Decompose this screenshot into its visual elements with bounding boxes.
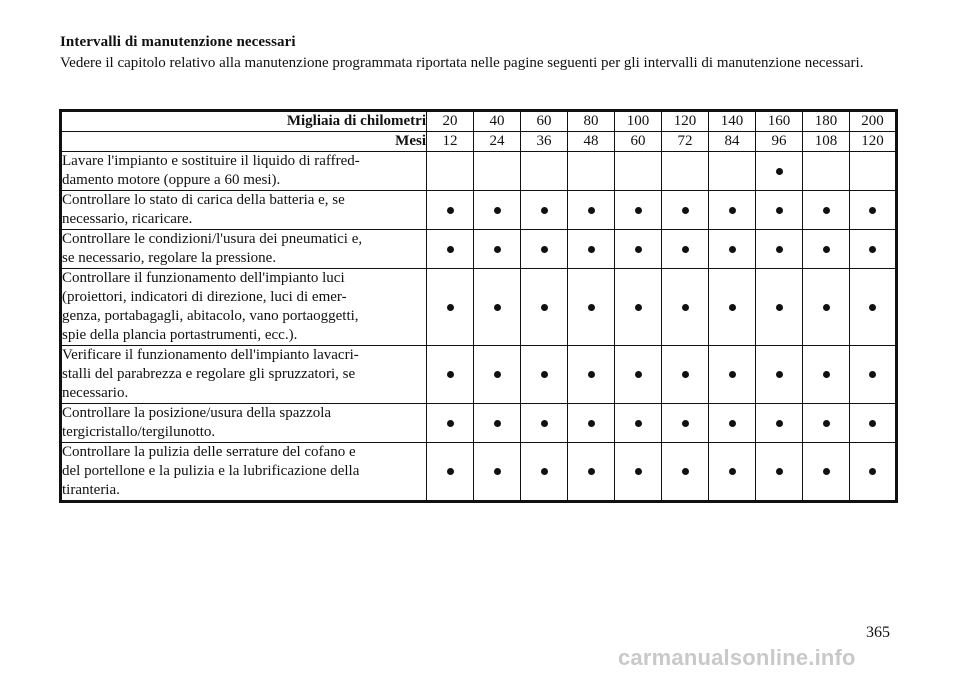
interval-cell bbox=[615, 191, 662, 230]
bullet-dot-icon bbox=[494, 371, 501, 378]
bullet-dot-icon bbox=[494, 246, 501, 253]
bullet-dot-icon bbox=[635, 246, 642, 253]
bullet-dot-icon bbox=[823, 304, 830, 311]
interval-cell bbox=[427, 443, 474, 502]
task-description-line: necessario. bbox=[62, 385, 129, 401]
interval-cell bbox=[709, 443, 756, 502]
bullet-dot-icon bbox=[729, 207, 736, 214]
interval-cell bbox=[803, 152, 850, 191]
bullet-dot-icon bbox=[682, 304, 689, 311]
bullet-dot-icon bbox=[776, 246, 783, 253]
bullet-dot-icon bbox=[682, 468, 689, 475]
months-header-label: Mesi bbox=[61, 132, 427, 152]
bullet-dot-icon bbox=[635, 420, 642, 427]
interval-cell bbox=[474, 404, 521, 443]
interval-cell bbox=[662, 152, 709, 191]
interval-cell bbox=[756, 404, 803, 443]
bullet-dot-icon bbox=[635, 207, 642, 214]
bullet-dot-icon bbox=[447, 246, 454, 253]
km-value-cell: 140 bbox=[709, 111, 756, 132]
interval-cell bbox=[427, 346, 474, 404]
bullet-dot-icon bbox=[823, 371, 830, 378]
interval-cell bbox=[521, 404, 568, 443]
km-value-cell: 100 bbox=[615, 111, 662, 132]
bullet-dot-icon bbox=[776, 304, 783, 311]
interval-cell bbox=[756, 152, 803, 191]
task-description-line: Controllare lo stato di carica della batteria e, se bbox=[62, 192, 345, 208]
interval-cell bbox=[662, 269, 709, 346]
bullet-dot-icon bbox=[776, 420, 783, 427]
bullet-dot-icon bbox=[729, 304, 736, 311]
interval-cell bbox=[615, 269, 662, 346]
task-description bbox=[61, 346, 427, 404]
interval-cell bbox=[568, 191, 615, 230]
bullet-dot-icon bbox=[682, 207, 689, 214]
table-row bbox=[61, 269, 897, 346]
bullet-dot-icon bbox=[729, 246, 736, 253]
section-heading: Intervalli di manutenzione necessari bbox=[60, 34, 296, 50]
km-header-label: Migliaia di chilometri bbox=[61, 111, 427, 132]
interval-cell bbox=[756, 230, 803, 269]
interval-cell bbox=[803, 269, 850, 346]
bullet-dot-icon bbox=[588, 371, 595, 378]
watermark-text: carmanualsonline.info bbox=[618, 645, 856, 670]
bullet-dot-icon bbox=[729, 468, 736, 475]
interval-cell bbox=[662, 346, 709, 404]
interval-cell bbox=[427, 404, 474, 443]
task-description bbox=[61, 230, 427, 269]
interval-cell bbox=[709, 191, 756, 230]
table-row bbox=[61, 191, 897, 230]
bullet-dot-icon bbox=[588, 304, 595, 311]
bullet-dot-icon bbox=[635, 371, 642, 378]
interval-cell bbox=[521, 346, 568, 404]
bullet-dot-icon bbox=[447, 468, 454, 475]
interval-cell bbox=[521, 191, 568, 230]
km-value-cell: 20 bbox=[427, 111, 474, 132]
bullet-dot-icon bbox=[447, 304, 454, 311]
interval-cell bbox=[568, 152, 615, 191]
interval-cell bbox=[850, 191, 897, 230]
interval-cell bbox=[709, 404, 756, 443]
bullet-dot-icon bbox=[869, 468, 876, 475]
task-description-line: stalli del parabrezza e regolare gli spruzzatori, se bbox=[62, 366, 356, 382]
task-description-line: spie della plancia portastrumenti, ecc.). bbox=[62, 327, 298, 343]
task-description-line: tiranteria. bbox=[62, 482, 120, 498]
bullet-dot-icon bbox=[447, 207, 454, 214]
km-header-row bbox=[61, 111, 897, 132]
table-row bbox=[61, 346, 897, 404]
task-description-line: (proiettori, indicatori di direzione, luci di emer- bbox=[62, 289, 347, 305]
month-value-cell: 48 bbox=[568, 132, 615, 152]
bullet-dot-icon bbox=[776, 207, 783, 214]
interval-cell bbox=[803, 443, 850, 502]
bullet-dot-icon bbox=[682, 371, 689, 378]
bullet-dot-icon bbox=[635, 304, 642, 311]
interval-cell bbox=[615, 152, 662, 191]
interval-cell bbox=[427, 230, 474, 269]
interval-cell bbox=[615, 230, 662, 269]
month-value-cell: 120 bbox=[850, 132, 897, 152]
task-description-line: Controllare il funzionamento dell'impianto luci bbox=[62, 270, 345, 286]
interval-cell bbox=[756, 269, 803, 346]
interval-cell bbox=[662, 443, 709, 502]
month-value-cell: 36 bbox=[521, 132, 568, 152]
bullet-dot-icon bbox=[776, 371, 783, 378]
bullet-dot-icon bbox=[823, 420, 830, 427]
interval-cell bbox=[662, 230, 709, 269]
task-description bbox=[61, 152, 427, 191]
month-value-cell: 60 bbox=[615, 132, 662, 152]
task-description-line: se necessario, regolare la pressione. bbox=[62, 250, 277, 266]
bullet-dot-icon bbox=[869, 207, 876, 214]
km-value-cell: 160 bbox=[756, 111, 803, 132]
task-description-line: Verificare il funzionamento dell'impianto lavacri- bbox=[62, 347, 359, 363]
interval-cell bbox=[756, 191, 803, 230]
bullet-dot-icon bbox=[541, 420, 548, 427]
bullet-dot-icon bbox=[494, 468, 501, 475]
km-value-cell: 80 bbox=[568, 111, 615, 132]
interval-cell bbox=[803, 404, 850, 443]
table-row bbox=[61, 152, 897, 191]
table-row bbox=[61, 230, 897, 269]
bullet-dot-icon bbox=[682, 420, 689, 427]
bullet-dot-icon bbox=[823, 246, 830, 253]
interval-cell bbox=[662, 404, 709, 443]
interval-cell bbox=[521, 443, 568, 502]
interval-cell bbox=[709, 152, 756, 191]
interval-cell bbox=[568, 443, 615, 502]
task-description bbox=[61, 269, 427, 346]
interval-cell bbox=[568, 230, 615, 269]
interval-cell bbox=[474, 230, 521, 269]
table-row bbox=[61, 404, 897, 443]
task-description-line: Controllare la posizione/usura della spazzola bbox=[62, 405, 332, 421]
bullet-dot-icon bbox=[729, 371, 736, 378]
task-description-line: genza, portabagagli, abitacolo, vano portaoggetti, bbox=[62, 308, 359, 324]
interval-cell bbox=[474, 346, 521, 404]
km-value-cell: 40 bbox=[474, 111, 521, 132]
interval-cell bbox=[709, 346, 756, 404]
intro-paragraph: Vedere il capitolo relativo alla manutenzione programmata riportata nelle pagine seguenti per gli intervalli di manutenzione necessari. bbox=[60, 55, 864, 71]
task-description-line: Controllare le condizioni/l'usura dei pneumatici e, bbox=[62, 231, 363, 247]
month-value-cell: 72 bbox=[662, 132, 709, 152]
km-value-cell: 60 bbox=[521, 111, 568, 132]
bullet-dot-icon bbox=[869, 304, 876, 311]
bullet-dot-icon bbox=[776, 468, 783, 475]
task-description-line: necessario, ricaricare. bbox=[62, 211, 193, 227]
interval-cell bbox=[615, 346, 662, 404]
bullet-dot-icon bbox=[776, 168, 783, 175]
task-description bbox=[61, 443, 427, 502]
interval-cell bbox=[756, 443, 803, 502]
bullet-dot-icon bbox=[588, 468, 595, 475]
task-description bbox=[61, 191, 427, 230]
task-description-line: Controllare la pulizia delle serrature del cofano e bbox=[62, 444, 356, 460]
bullet-dot-icon bbox=[869, 246, 876, 253]
bullet-dot-icon bbox=[869, 420, 876, 427]
interval-cell bbox=[568, 404, 615, 443]
month-value-cell: 84 bbox=[709, 132, 756, 152]
interval-cell bbox=[568, 346, 615, 404]
bullet-dot-icon bbox=[682, 246, 689, 253]
interval-cell bbox=[568, 269, 615, 346]
interval-cell bbox=[850, 346, 897, 404]
bullet-dot-icon bbox=[588, 207, 595, 214]
interval-cell bbox=[474, 269, 521, 346]
interval-cell bbox=[474, 152, 521, 191]
table-row bbox=[61, 443, 897, 502]
interval-cell bbox=[427, 269, 474, 346]
interval-cell bbox=[850, 443, 897, 502]
bullet-dot-icon bbox=[588, 246, 595, 253]
task-description-line: Lavare l'impianto e sostituire il liquido di raffred- bbox=[62, 153, 360, 169]
bullet-dot-icon bbox=[635, 468, 642, 475]
bullet-dot-icon bbox=[541, 246, 548, 253]
interval-cell bbox=[474, 191, 521, 230]
interval-cell bbox=[521, 269, 568, 346]
task-description-line: tergicristallo/tergilunotto. bbox=[62, 424, 216, 440]
bullet-dot-icon bbox=[447, 420, 454, 427]
interval-cell bbox=[803, 230, 850, 269]
interval-cell bbox=[662, 191, 709, 230]
bullet-dot-icon bbox=[541, 304, 548, 311]
interval-cell bbox=[756, 346, 803, 404]
bullet-dot-icon bbox=[823, 207, 830, 214]
bullet-dot-icon bbox=[588, 420, 595, 427]
bullet-dot-icon bbox=[494, 207, 501, 214]
bullet-dot-icon bbox=[541, 468, 548, 475]
km-value-cell: 180 bbox=[803, 111, 850, 132]
bullet-dot-icon bbox=[541, 371, 548, 378]
interval-cell bbox=[427, 152, 474, 191]
interval-cell bbox=[803, 191, 850, 230]
interval-cell bbox=[850, 230, 897, 269]
month-value-cell: 12 bbox=[427, 132, 474, 152]
bullet-dot-icon bbox=[729, 420, 736, 427]
bullet-dot-icon bbox=[447, 371, 454, 378]
interval-cell bbox=[709, 230, 756, 269]
bullet-dot-icon bbox=[494, 304, 501, 311]
km-value-cell: 120 bbox=[662, 111, 709, 132]
interval-cell bbox=[615, 443, 662, 502]
interval-cell bbox=[521, 152, 568, 191]
bullet-dot-icon bbox=[823, 468, 830, 475]
bullet-dot-icon bbox=[494, 420, 501, 427]
interval-cell bbox=[850, 152, 897, 191]
month-value-cell: 24 bbox=[474, 132, 521, 152]
maintenance-interval-table bbox=[59, 109, 898, 503]
page-number: 365 bbox=[866, 624, 890, 641]
interval-cell bbox=[615, 404, 662, 443]
bullet-dot-icon bbox=[541, 207, 548, 214]
task-description-line: del portellone e la pulizia e la lubrificazione della bbox=[62, 463, 360, 479]
month-value-cell: 108 bbox=[803, 132, 850, 152]
months-header-row bbox=[61, 132, 897, 152]
month-value-cell: 96 bbox=[756, 132, 803, 152]
interval-cell bbox=[850, 269, 897, 346]
interval-cell bbox=[474, 443, 521, 502]
bullet-dot-icon bbox=[869, 371, 876, 378]
km-value-cell: 200 bbox=[850, 111, 897, 132]
interval-cell bbox=[850, 404, 897, 443]
task-description-line: damento motore (oppure a 60 mesi). bbox=[62, 172, 281, 188]
interval-cell bbox=[803, 346, 850, 404]
task-description bbox=[61, 404, 427, 443]
interval-cell bbox=[427, 191, 474, 230]
interval-cell bbox=[709, 269, 756, 346]
interval-cell bbox=[521, 230, 568, 269]
